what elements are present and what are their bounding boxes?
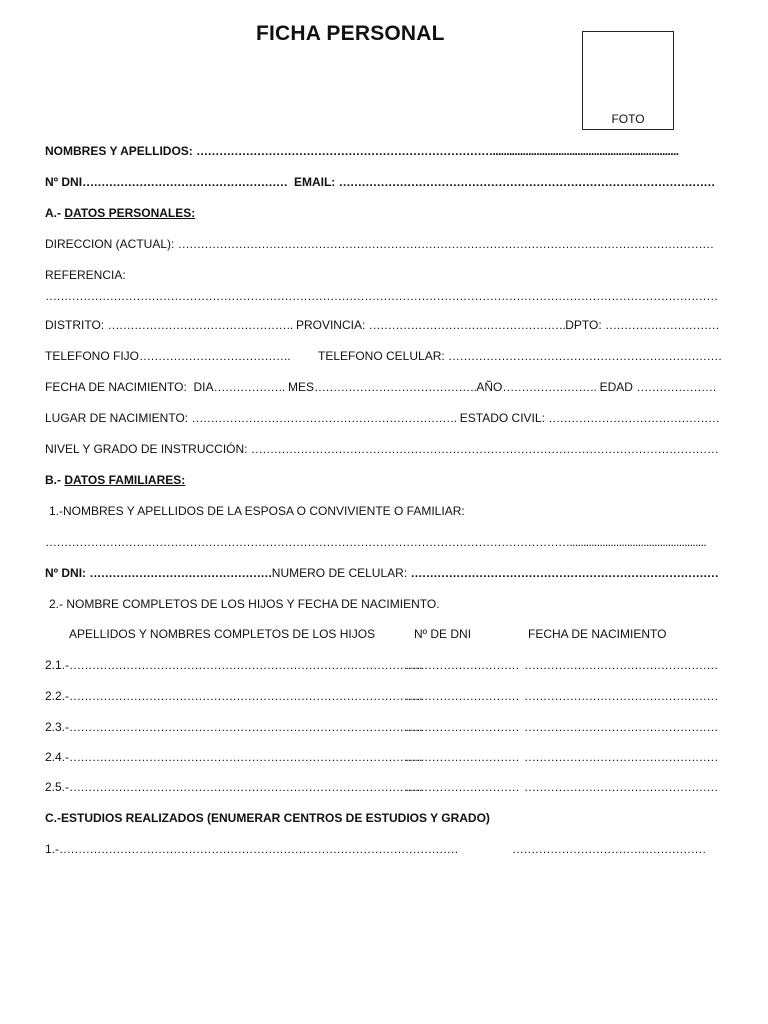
hijos-header-dni: Nº DE DNI	[414, 627, 472, 641]
telefono-fijo-dots: ………………………………….	[139, 349, 290, 363]
hijo-dni-dots[interactable]: …………………………	[405, 780, 520, 794]
hijo-row-1[interactable]	[45, 658, 422, 672]
hijo-row-5[interactable]	[45, 780, 422, 794]
photo-label: FOTO	[611, 112, 645, 126]
hijo-num: 2.5.-	[45, 780, 70, 794]
dni-familiar-label: Nº DNI:	[45, 566, 87, 580]
distrito-dots: ………………………………………….	[107, 318, 293, 332]
hijo-name-dots: …………………………………………………………………………………	[69, 689, 423, 703]
direccion-dots: ……………………………………………………………………………………………………………………………	[177, 237, 714, 251]
hijo-num: 2.3.-	[45, 720, 70, 734]
nombres-label: NOMBRES Y APELLIDOS:	[45, 144, 193, 158]
nivel-instruccion-field[interactable]	[45, 442, 718, 456]
esposa-label: 1.-NOMBRES Y APELLIDOS DE LA ESPOSA O CONVIVIENTE O FAMILIAR:	[49, 504, 465, 518]
section-a-heading	[45, 206, 195, 220]
estudios-num: 1.-	[45, 842, 60, 856]
edad-dots: …………………	[636, 380, 717, 394]
hijo-name-dots: …………………………………………………………………………………	[69, 750, 423, 764]
edad-label: EDAD	[599, 380, 633, 394]
hijo-fecha-dots[interactable]: ……………………………………………	[524, 720, 718, 734]
section-c-heading: C.-ESTUDIOS REALIZADOS (ENUMERAR CENTROS DE ESTUDIOS Y GRADO)	[45, 811, 490, 825]
page-title: FICHA PERSONAL	[256, 22, 445, 45]
hijo-dni-dots[interactable]: …………………………	[405, 689, 520, 703]
dia-label: DIA	[193, 380, 214, 394]
referencia-dots[interactable]: ……………………………………………………………………………………………………………………………………………………………	[45, 289, 718, 303]
lugar-nacimiento-field[interactable]	[45, 411, 719, 425]
esposa-dots[interactable]: …………………………………………………………………………………………………………………………..................................................	[45, 535, 707, 549]
dni-dots: ………………………………………………	[82, 175, 288, 189]
telefono-fijo-field[interactable]	[45, 349, 290, 363]
direccion-label: DIRECCION (ACTUAL):	[45, 237, 175, 251]
dni-label: Nº DNI	[45, 175, 83, 189]
hijos-header-nombres: APELLIDOS Y NOMBRES COMPLETOS DE LOS HIJOS	[69, 627, 376, 641]
hijo-fecha-dots[interactable]: ……………………………………………	[524, 780, 718, 794]
anio-dots: …………………….	[502, 380, 597, 394]
telefono-fijo-label: TELEFONO FIJO	[45, 349, 140, 363]
nombres-dots: ……………………………………………………………………....................................................................	[196, 144, 679, 158]
celular-familiar-label: NUMERO DE CELULAR:	[271, 566, 408, 580]
section-b-prefix: B.-	[45, 473, 61, 487]
telefono-celular-field[interactable]	[318, 349, 722, 363]
fecha-nacimiento-label: FECHA DE NACIMIENTO:	[45, 380, 187, 394]
section-b-heading	[45, 473, 185, 487]
referencia-label: REFERENCIA:	[45, 268, 126, 282]
telefono-celular-dots: ………………………………………………………………	[448, 349, 722, 363]
dni-familiar-dots: …………………………………………	[89, 566, 272, 580]
hijo-fecha-dots[interactable]: ……………………………………………	[524, 658, 718, 672]
nivel-label: NIVEL Y GRADO DE INSTRUCCIÓN:	[45, 442, 248, 456]
telefono-celular-label: TELEFONO CELULAR:	[318, 349, 445, 363]
dpto-label: DPTO:	[565, 318, 602, 332]
estudios-row-1[interactable]	[45, 842, 458, 856]
distrito-field[interactable]	[45, 318, 719, 332]
estudios-dots-2[interactable]: ……………………………………………	[512, 842, 706, 856]
celular-familiar-dots: ………………………………………………………………………	[410, 566, 719, 580]
email-dots: ………………………………………………………………………………………	[338, 175, 715, 189]
photo-box	[582, 31, 674, 130]
hijo-dni-dots[interactable]: …………………………	[405, 720, 520, 734]
distrito-label: DISTRITO:	[45, 318, 105, 332]
lugar-dots: …………………………………………………………….	[191, 411, 457, 425]
hijo-dni-dots[interactable]: …………………………	[405, 750, 520, 764]
hijo-name-dots: …………………………………………………………………………………	[69, 658, 423, 672]
anio-label: AÑO	[476, 380, 503, 394]
hijo-name-dots: …………………………………………………………………………………	[69, 780, 423, 794]
estado-civil-dots: ………………………………………	[548, 411, 720, 425]
hijos-header-fecha: FECHA DE NACIMIENTO	[528, 627, 667, 641]
dia-dots: ……………….	[213, 380, 285, 394]
provincia-dots: …………………………………………….	[368, 318, 566, 332]
nivel-dots: ……………………………………………………………………………………………………………	[250, 442, 719, 456]
hijo-name-dots: …………………………………………………………………………………	[69, 720, 423, 734]
hijo-num: 2.2.-	[45, 689, 70, 703]
direccion-field[interactable]	[45, 237, 714, 251]
estudios-dots-1: ……………………………………………………………………………………………	[59, 842, 459, 856]
dni-familiar-field[interactable]	[45, 566, 718, 580]
hijo-dni-dots[interactable]: …………………………	[405, 658, 520, 672]
estado-civil-label: ESTADO CIVIL:	[459, 411, 545, 425]
section-a-prefix: A.-	[45, 206, 61, 220]
hijo-fecha-dots[interactable]: ……………………………………………	[524, 750, 718, 764]
dpto-dots: …………………………	[605, 318, 720, 332]
hijo-row-2[interactable]	[45, 689, 422, 703]
section-a-title: DATOS PERSONALES:	[64, 206, 196, 220]
fecha-nacimiento-field[interactable]	[45, 380, 716, 394]
hijo-num: 2.4.-	[45, 750, 70, 764]
email-label: EMAIL:	[293, 175, 336, 189]
hijo-fecha-dots[interactable]: ……………………………………………	[524, 689, 718, 703]
mes-label: MES	[287, 380, 314, 394]
lugar-label: LUGAR DE NACIMIENTO:	[45, 411, 189, 425]
hijos-label: 2.- NOMBRE COMPLETOS DE LOS HIJOS Y FECHA DE NACIMIENTO.	[49, 597, 440, 611]
nombres-field[interactable]	[45, 144, 678, 158]
dni-email-field[interactable]	[45, 175, 715, 189]
provincia-label: PROVINCIA:	[295, 318, 366, 332]
hijo-num: 2.1.-	[45, 658, 70, 672]
mes-dots: …………………………………….	[313, 380, 477, 394]
section-b-title: DATOS FAMILIARES:	[64, 473, 186, 487]
hijo-row-4[interactable]	[45, 750, 422, 764]
hijo-row-3[interactable]	[45, 720, 422, 734]
